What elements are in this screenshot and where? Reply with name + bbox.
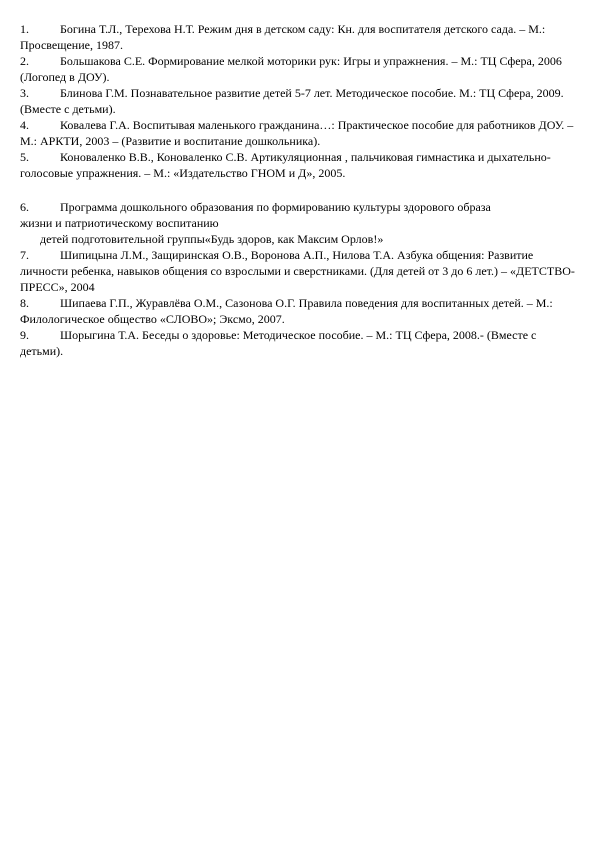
reference-text: Богина Т.Л., Терехова Н.Т. Режим дня в детском саду: Кн. для воспитателя детского сада. – М.: Просвещение, 1987. bbox=[20, 22, 546, 52]
reference-item-9 bbox=[20, 327, 580, 359]
reference-number: 6. bbox=[20, 200, 29, 214]
reference-text: Коноваленко В.В., Коноваленко С.В. Артикуляционная , пальчиковая гимнастика и дыхательно-голосовые упражнения. – М.: «Издательство ГНОМ и Д», 2005. bbox=[20, 150, 551, 180]
reference-continuation-line: детей подготовительной группы«Будь здоров, как Максим Орлов!» bbox=[40, 232, 384, 246]
reference-text: Шипицына Л.М., Защиринская О.В., Воронова А.П., Нилова Т.А. Азбука общения: Развитие личности ребенка, навыков общения со взрослыми и сверстниками. (Для детей от 3 до 6 лет.) – «ДЕТСТВО-ПРЕСС», 2004 bbox=[20, 248, 575, 294]
reference-text: Ковалева Г.А. Воспитывая маленького гражданина…: Практическое пособие для работников ДОУ. – М.: АРКТИ, 2003 – (Развитие и воспитание дошкольника). bbox=[20, 118, 574, 148]
reference-item-8 bbox=[20, 295, 580, 327]
reference-item-3 bbox=[20, 85, 580, 117]
reference-text: Шипаева Г.П., Журавлёва О.М., Сазонова О.Г. Правила поведения для воспитанных детей. – М.: Филологическое общество «СЛОВО»; Эксмо, 2007. bbox=[20, 296, 553, 326]
reference-number: 4. bbox=[20, 118, 29, 132]
reference-item-1 bbox=[20, 21, 580, 53]
reference-item-7 bbox=[20, 247, 580, 295]
reference-item-4 bbox=[20, 117, 580, 149]
reference-text: Шорыгина Т.А. Беседы о здоровье: Методическое пособие. – М.: ТЦ Сфера, 2008.- (Вместе с детьми). bbox=[20, 328, 537, 358]
reference-number: 3. bbox=[20, 86, 29, 100]
reference-number: 8. bbox=[20, 296, 29, 310]
reference-number: 2. bbox=[20, 54, 29, 68]
reference-list bbox=[20, 21, 580, 359]
reference-text: Блинова Г.М. Познавательное развитие детей 5-7 лет. Методическое пособие. М.: ТЦ Сфера, 2009. (Вместе с детьми). bbox=[20, 86, 564, 116]
reference-text: Большакова С.Е. Формирование мелкой моторики рук: Игры и упражнения. – М.: ТЦ Сфера, 2006 (Логопед в ДОУ). bbox=[20, 54, 562, 84]
reference-number: 5. bbox=[20, 150, 29, 164]
reference-number: 7. bbox=[20, 248, 29, 262]
reference-text: Программа дошкольного образования по формированию культуры здорового образа bbox=[60, 200, 491, 214]
reference-item-6 bbox=[20, 199, 580, 215]
reference-item-2 bbox=[20, 53, 580, 85]
spacer bbox=[20, 181, 580, 199]
reference-number: 9. bbox=[20, 328, 29, 342]
reference-item-5 bbox=[20, 149, 580, 181]
reference-continuation-line: жизни и патриотическому воспитанию bbox=[20, 216, 219, 230]
reference-number: 1. bbox=[20, 22, 29, 36]
